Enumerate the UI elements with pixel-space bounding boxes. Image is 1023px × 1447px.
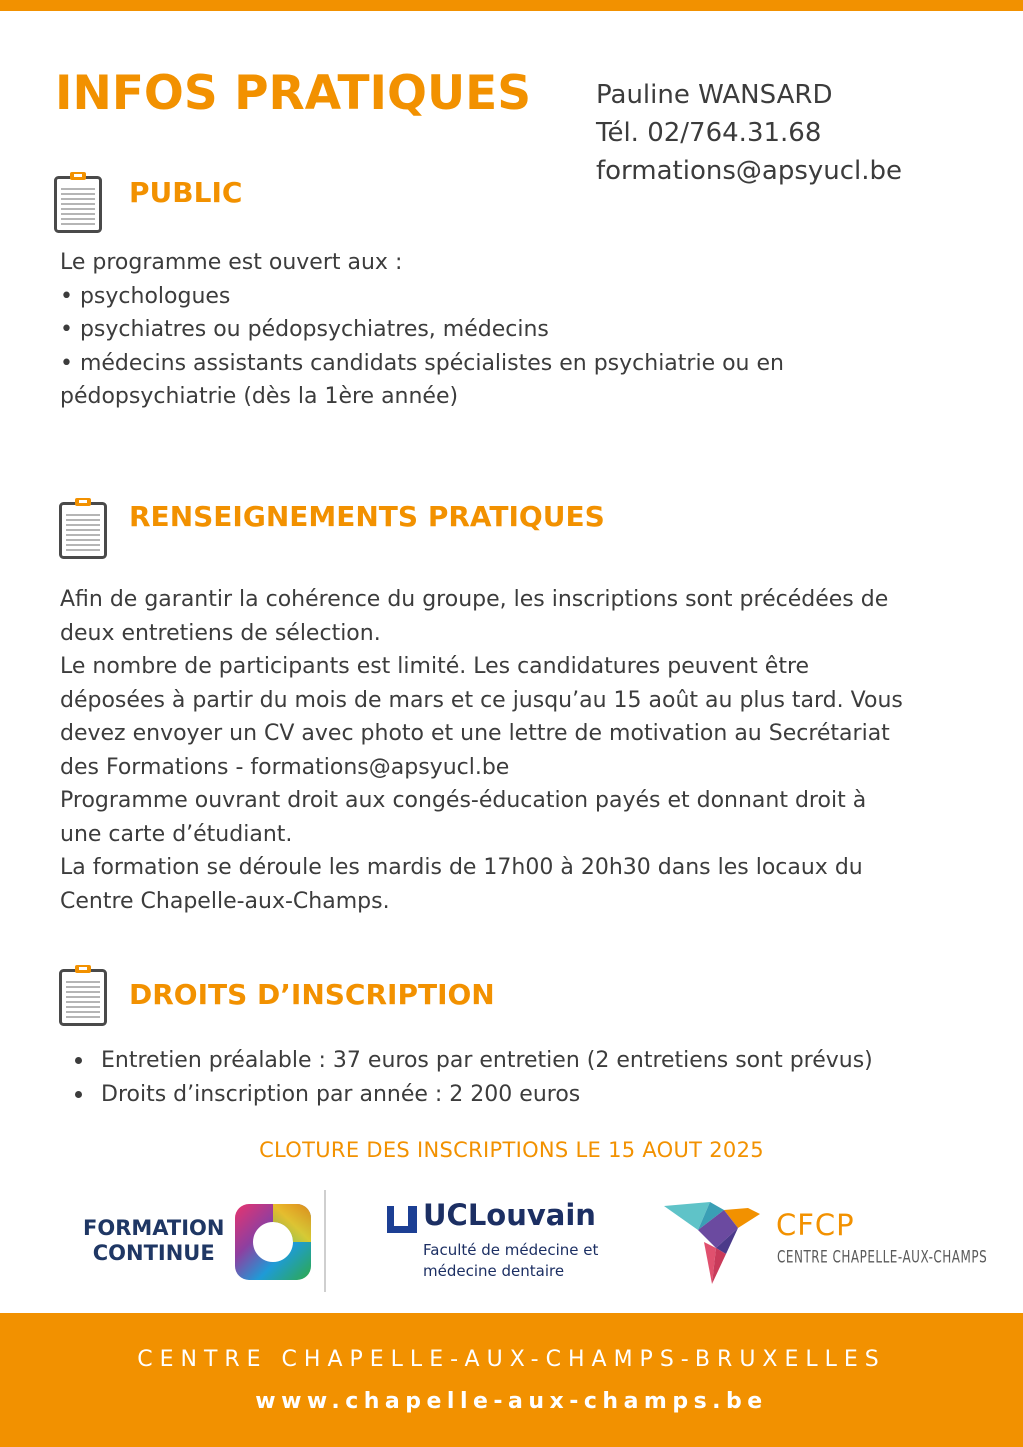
uclouvain-logo-subtitle [423, 1240, 598, 1282]
top-accent-bar [0, 0, 1023, 11]
formation-continue-logo-icon [235, 1204, 311, 1280]
formation-continue-line: CONTINUE [92, 1241, 215, 1265]
closing-date-notice: CLOTURE DES INSCRIPTIONS LE 15 AOUT 2025 [259, 1138, 764, 1162]
contact-email: formations@apsyucl.be [596, 156, 903, 186]
clipboard-icon [59, 964, 107, 1026]
contact-name: Pauline WANSARD [596, 80, 833, 110]
cfcp-bird-logo-icon [664, 1200, 762, 1286]
logo-divider [324, 1190, 326, 1292]
contact-block [596, 76, 902, 190]
public-line: • médecins assistants candidats spécialistes en psychiatrie ou en [60, 350, 784, 376]
formation-continue-logo-text [83, 1216, 224, 1266]
cfcp-logo-subtitle: CENTRE CHAPELLE-AUX-CHAMPS [777, 1247, 988, 1267]
renseignements-text [60, 583, 903, 918]
uclouvain-subtitle-line: médecine dentaire [423, 1262, 565, 1280]
renseignements-line: Programme ouvrant droit aux congés-éducation payés et donnant droit à [60, 788, 867, 813]
renseignements-line: des Formations - formations@apsyucl.be [60, 754, 510, 780]
uclouvain-logo-mark [387, 1206, 417, 1233]
fees-list [75, 1044, 873, 1111]
renseignements-line: une carte d’étudiant. [60, 821, 293, 847]
public-line: Le programme est ouvert aux : [60, 250, 403, 275]
fee-text: Entretien préalable : 37 euros par entretien (2 entretiens sont prévus) [101, 1048, 873, 1073]
footer-organization: CENTRE CHAPELLE-AUX-CHAMPS-BRUXELLES [137, 1347, 886, 1372]
bullet-icon [75, 1057, 82, 1064]
renseignements-line: Le nombre de participants est limité. Les candidatures peuvent être [60, 654, 810, 679]
public-text [60, 246, 784, 414]
clipboard-icon [59, 497, 107, 559]
renseignements-heading: RENSEIGNEMENTS PRATIQUES [129, 500, 605, 533]
clipboard-icon [54, 171, 102, 233]
uclouvain-logo-name: UCLouvain [423, 1198, 596, 1232]
public-heading: PUBLIC [129, 176, 243, 209]
renseignements-line: déposées à partir du mois de mars et ce jusqu’au 15 août au plus tard. Vous [60, 687, 903, 713]
public-line: • psychologues [60, 283, 231, 309]
formation-continue-line: FORMATION [83, 1216, 225, 1240]
renseignements-line: devez envoyer un CV avec photo et une lettre de motivation au Secrétariat [60, 721, 890, 746]
cfcp-logo-name: CFCP [776, 1208, 855, 1242]
page-title: INFOS PRATIQUES [55, 66, 532, 121]
bullet-icon [75, 1091, 82, 1098]
uclouvain-subtitle-line: Faculté de médecine et [423, 1241, 599, 1259]
list-item [75, 1044, 873, 1078]
footer-website-link[interactable]: www.chapelle-aux-champs.be [255, 1389, 768, 1414]
public-line: • psychiatres ou pédopsychiatres, médecins [60, 317, 549, 342]
renseignements-line: deux entretiens de sélection. [60, 620, 381, 646]
public-line: pédopsychiatrie (dès la 1ère année) [60, 384, 459, 409]
footer-bar [0, 1313, 1023, 1447]
renseignements-line: Afin de garantir la cohérence du groupe, les inscriptions sont précédées de [60, 587, 889, 612]
renseignements-line: Centre Chapelle-aux-Champs. [60, 888, 390, 914]
fee-text: Droits d’inscription par année : 2 200 euros [101, 1081, 581, 1107]
list-item [75, 1078, 873, 1112]
renseignements-line: La formation se déroule les mardis de 17h00 à 20h30 dans les locaux du [60, 855, 863, 880]
droits-heading: DROITS D’INSCRIPTION [129, 978, 495, 1011]
contact-phone: Tél. 02/764.31.68 [596, 118, 822, 148]
